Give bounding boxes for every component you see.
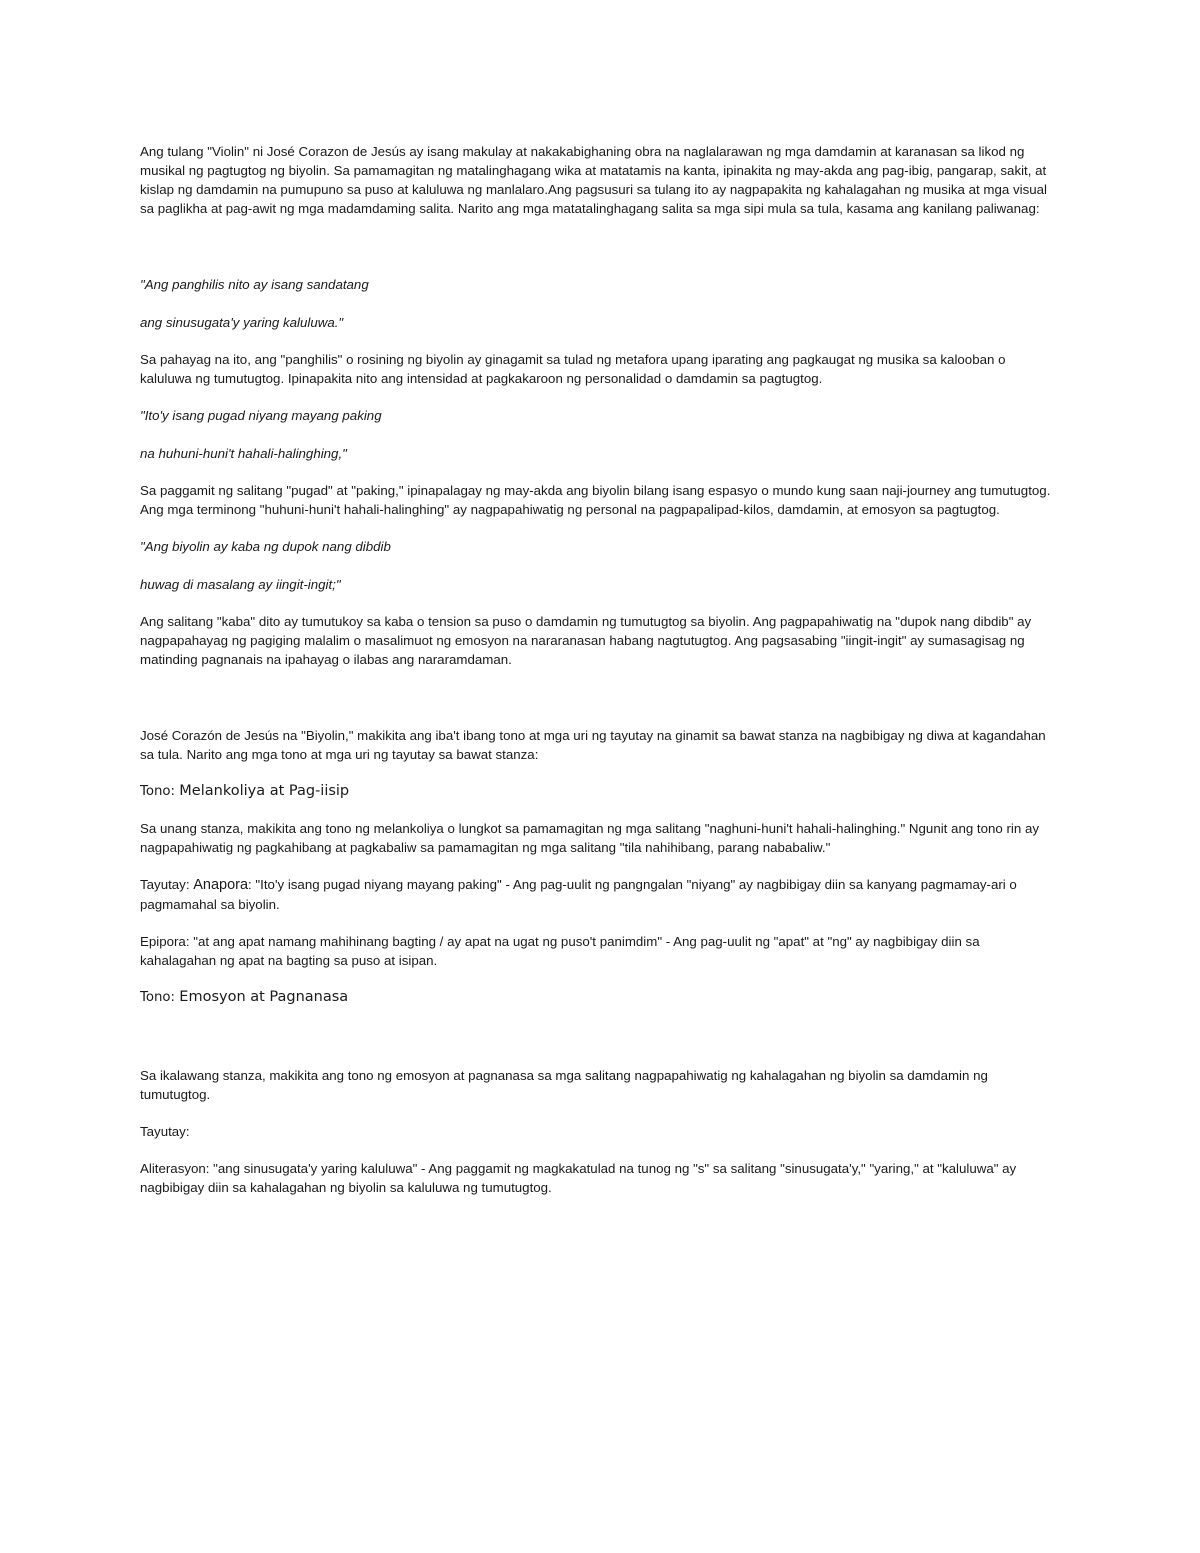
- section2-intro: José Corazón de Jesús na "Biyolin," makikita ang iba't ibang tono at mga uri ng tayutay na ginamit sa bawat stanza na nagbibigay ng diwa at kagandahan sa tula. Narito ang mga tono at mga uri ng tayutay sa bawat stanza:: [140, 728, 1046, 762]
- tone1-description: Sa unang stanza, makikita ang tono ng melankoliya o lungkot sa pamamagitan ng mga salitang "naghuni-huni't hahali-halinghing." Ngunit ang tono rin ay nagpapahiwatig ng pagkahibang at pagkabaliw sa pamamagitan ng mga salitang "tila nahihibang, parang nababaliw.": [140, 821, 1040, 855]
- spacer: [140, 1007, 1055, 1066]
- explanation-2: Sa paggamit ng salitang "pugad" at "paking," ipinapalagay ng may-akda ang biyolin bilang isang espasyo o mundo kung saan naji-journey ang tumutugtog. Ang mga terminong "huhuni-huni't hahali-halinghing" ay nagpapahiwatig ng personal na pagpapalipad-kilos, damdamin, at emosyon sa pagtugtog.: [140, 483, 1051, 517]
- tone2-description: Sa ikalawang stanza, makikita ang tono ng emosyon at pagnanasa sa mga salitang nagpapahiwatig ng kahalagahan ng biyolin sa damdamin ng tumutugtog.: [140, 1068, 988, 1102]
- quote3-line1: "Ang biyolin ay kaba ng dupok nang dibdib: [140, 539, 391, 554]
- quote3-line2: huwag di masalang ay iingit-ingit;": [140, 577, 341, 592]
- aliterasyon-paragraph: Aliterasyon: "ang sinusugata'y yaring kaluluwa" - Ang paggamit ng magkakatulad na tunog ng "s" sa salitang "sinusugata'y," "yaring," at "kaluluwa" ay nagbibigay diin sa kahalagahan ng biyolin sa kaluluwa ng tumutugtog.: [140, 1161, 1017, 1195]
- intro-paragraph: Ang tulang "Violin" ni José Corazon de Jesús ay isang makulay at nakakabighaning obra na naglalarawan ng mga damdamin at karanasan sa likod ng musikal ng pagtugtog ng biyolin. Sa pamamagitan ng matalinghagang wika at matatamis na kanta, ipinakita ng may-akda ang pag-ibig, pangarap, sakit, at kislap ng damdamin na pumupuno sa puso at kaluluwa ng manlalaro.Ang pagsusuri sa tulang ito ay nagpapakita ng kahalagahan ng musika at mga visual sa paglikha at pag-awit ng mga madamdaming salita. Narito ang mga matatalinghagang salita sa mga sipi mula sa tula, kasama ang kanilang paliwanag:: [140, 144, 1047, 216]
- document-body: [140, 142, 1055, 1197]
- tone1-value: Melankoliya at Pag-iisip: [179, 783, 350, 799]
- tayutay1-term: Anapora: [193, 877, 249, 893]
- explanation-1: Sa pahayag na ito, ang "panghilis" o rosining ng biyolin ay ginagamit sa tulad ng metafora upang iparating ang pagkaugat ng musika sa kalooban o kaluluwa ng tumutugtog. Ipinapakita nito ang intensidad at pagkakaroon ng personalidad o damdamin sa pagtugtog.: [140, 352, 1006, 386]
- tone2-value: Emosyon at Pagnanasa: [179, 989, 349, 1005]
- quote1-line1: "Ang panghilis nito ay isang sandatang: [140, 277, 369, 292]
- tayutay1-label: Tayutay:: [140, 877, 194, 892]
- spacer: [140, 218, 1055, 275]
- tayutay1-paragraph: [140, 875, 1055, 914]
- quote2-line2: na huhuni-huni't hahali-halinghing,": [140, 446, 347, 461]
- tone1-heading: [140, 782, 1055, 801]
- quote2-line1: "Ito'y isang pugad niyang mayang paking: [140, 408, 382, 423]
- tone2-label: Tono:: [140, 990, 180, 1005]
- quote1-line2: ang sinusugata'y yaring kaluluwa.": [140, 315, 344, 330]
- tayutay2-label: Tayutay:: [140, 1124, 190, 1139]
- tayutay1-text: : "Ito'y isang pugad niyang mayang paking" - Ang pag-uulit ng pangngalan "niyang" ay nagbibigay diin sa kanyang pagmamay-ari o pagmamahal sa biyolin.: [140, 877, 1017, 912]
- tone1-label: Tono:: [140, 784, 180, 799]
- epipora-paragraph: Epipora: "at ang apat namang mahihinang bagting / ay apat na ugat ng puso't panimdim" - Ang pag-uulit ng "apat" at "ng" ay nagbibigay diin sa kahalagahan ng apat na bagting sa puso at isipan.: [140, 934, 980, 968]
- spacer: [140, 669, 1055, 726]
- tone2-heading: [140, 988, 1055, 1007]
- explanation-3: Ang salitang "kaba" dito ay tumutukoy sa kaba o tension sa puso o damdamin ng tumutugtog sa biyolin. Ang pagpapahiwatig na "dupok nang dibdib" ay nagpapahayag ng pagiging malalim o masalimuot ng emosyon na nararanasan habang nagtutugtog. Ang pagsasabing "iingit-ingit" ay sumasagisag ng matinding pagnanais na ipahayag o ilabas ang nararamdaman.: [140, 614, 1032, 667]
